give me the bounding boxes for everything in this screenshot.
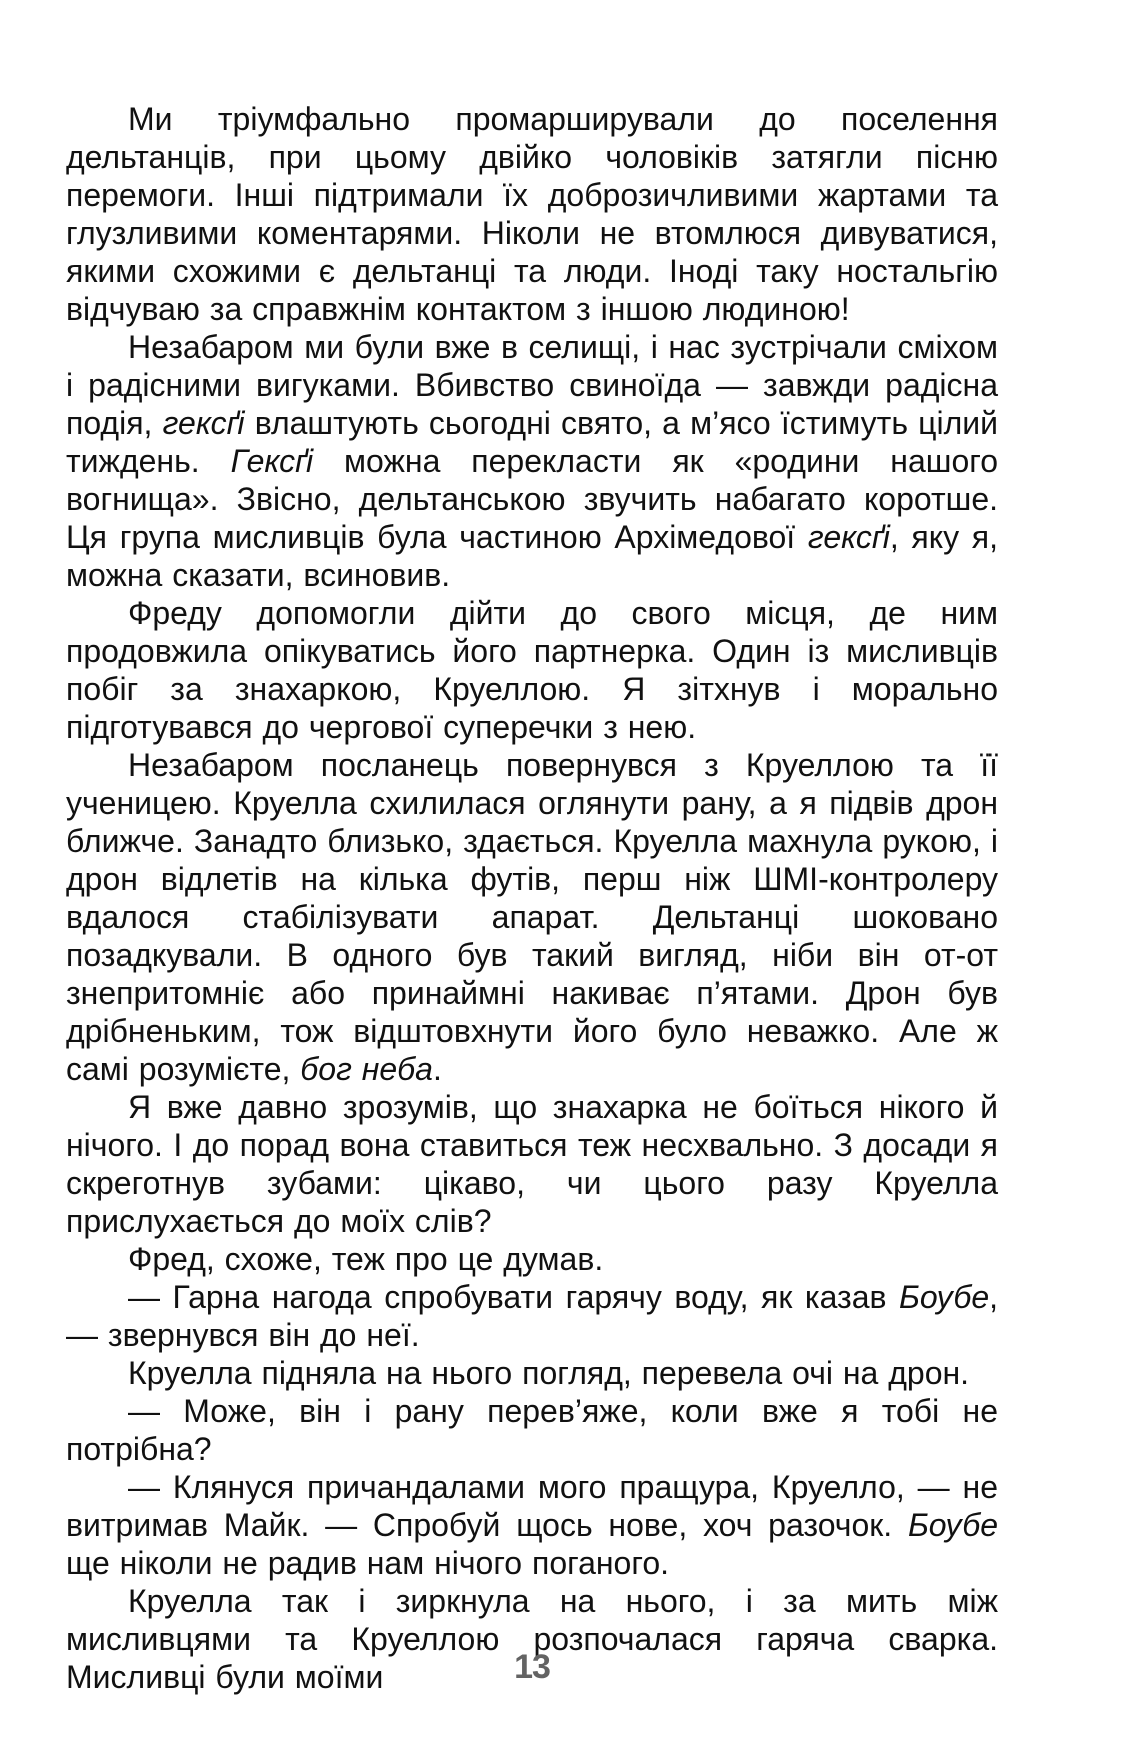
page-number: 13: [514, 1648, 550, 1686]
text-segment: можна перекласти як «родини нашого вогнища». Звісно, дельтанською звучить набагато коротше. Ця група мисливців була частиною Архімедової: [66, 443, 999, 555]
paragraph: [66, 100, 998, 328]
text-segment: Ми тріумфально промарширували до поселення дельтанців, при цьому двійко чоловіків затягли пісню перемоги. Інші підтримали їх доброзичливими жартами та глузливими коментарями. Ніколи не втомлюся дивуватися, якими схожими є дельтанці та люди. Іноді таку ностальгію відчуваю за справжнім контактом з іншою людиною!: [66, 101, 998, 327]
text-segment: , яку я, можна сказати, всиновив.: [66, 519, 999, 593]
paragraph: [66, 1278, 998, 1354]
text-segment: .: [432, 1051, 442, 1087]
paragraph: [66, 1392, 998, 1468]
italic-text-segment: бог неба: [300, 1051, 433, 1087]
text-segment: ще ніколи не радив нам нічого поганого.: [66, 1545, 669, 1581]
paragraph: [66, 1468, 998, 1582]
text-segment: влаштують сьогодні свято, а м’ясо їстимуть цілий тиждень.: [66, 405, 999, 479]
italic-text-segment: Боубе: [899, 1279, 990, 1315]
text-segment: Незабаром посланець повернувся з Круеллою та її ученицею. Круелла схилилася оглянути рану, а я підвів дрон ближче. Занадто близько, здається. Круелла махнула рукою, і дрон відлетів на кілька футів, перш ніж ШМІ-контролеру вдалося стабілізувати апарат. Дельтанці шоковано позадкували. В одного був такий вигляд, ніби він от-от знепритомніє або принаймні накиває п’ятами. Дрон був дрібненьким, тож відштовхнути його було неважко. Але ж самі розумієте,: [66, 747, 998, 1087]
paragraph: [66, 746, 998, 1088]
italic-text-segment: Гексґі: [230, 443, 314, 479]
italic-text-segment: Боубе: [907, 1507, 998, 1543]
text-segment: Я вже давно зрозумів, що знахарка не боїться нікого й нічого. І до порад вона ставиться теж несхвально. З досади я скреготнув зубами: цікаво, чи цього разу Круелла прислухається до моїх слів?: [66, 1089, 998, 1239]
text-segment: Фреду допомогли дійти до свого місця, де ним продовжила опікуватись його партнерка. Один із мисливців побіг за знахаркою, Круеллою. Я зітхнув і морально підготувався до чергової суперечки з нею.: [66, 595, 998, 745]
italic-text-segment: гексґі: [162, 405, 245, 441]
text-block: [66, 100, 998, 1696]
paragraph: [66, 328, 998, 594]
paragraph: [66, 1240, 998, 1278]
text-segment: — Гарна нагода спробувати гарячу воду, як казав: [128, 1279, 900, 1315]
text-segment: Фред, схоже, теж про це думав.: [128, 1241, 604, 1277]
italic-text-segment: гексґі: [807, 519, 890, 555]
paragraph: [66, 1088, 998, 1240]
paragraph: [66, 1354, 998, 1392]
text-segment: Круелла так і зиркнула на нього, і за мить між мисливцями та Круеллою розпочалася гаряча сварка. Мисливці були моїми: [66, 1583, 998, 1695]
text-segment: — Може, він і рану перев’яже, коли вже я тобі не потрібна?: [66, 1393, 998, 1467]
text-segment: — Клянуся причандалами мого пращура, Круелло, — не витримав Майк. — Спробуй щось нове, хоч разочок.: [66, 1469, 998, 1543]
text-segment: , — звернувся він до неї.: [66, 1279, 998, 1353]
paragraph: [66, 594, 998, 746]
text-segment: Незабаром ми були вже в селищі, і нас зустрічали сміхом і радісними вигуками. Вбивство свиноїда — завжди радісна подія,: [66, 329, 998, 441]
text-segment: Круелла підняла на нього погляд, перевела очі на дрон.: [128, 1355, 970, 1391]
